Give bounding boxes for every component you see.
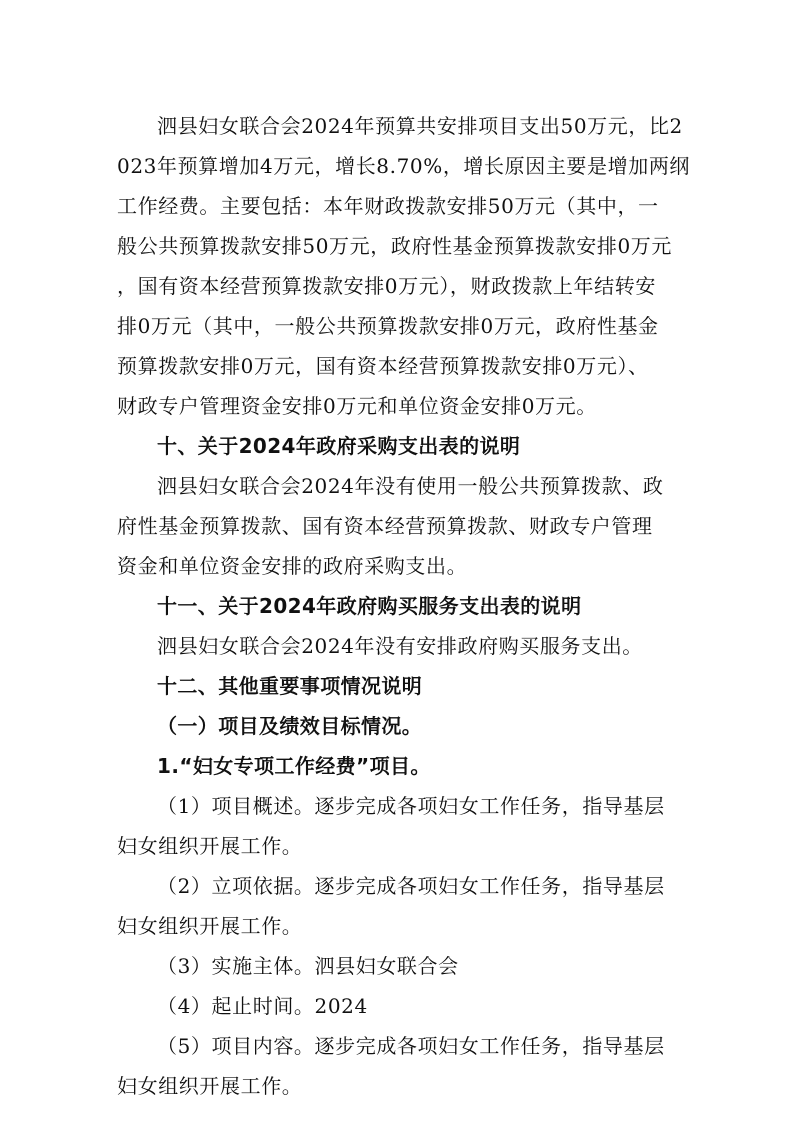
paragraph-line: 泗县妇女联合会2024年预算共安排项目支出50万元，比2 [157, 114, 683, 138]
section-12-heading: 十二、其他重要事项情况说明 [157, 674, 423, 698]
paragraph-line: 资金和单位资金安排的政府采购支出。 [117, 554, 468, 578]
item-line: （3）实施主体。泗县妇女联合会 [157, 954, 459, 978]
project-goals-subheading: （一）项目及绩效目标情况。 [157, 714, 423, 738]
service-purchase-paragraph [117, 626, 687, 666]
paragraph-line: 府性基金预算拨款、国有资本经营预算拨款、财政专户管理 [117, 514, 653, 538]
project-item [117, 786, 687, 866]
paragraph-line: 预算拨款安排0万元，国有资本经营预算拨款安排0万元）、 [117, 354, 649, 378]
section-11-heading: 十一、关于2024年政府购买服务支出表的说明 [157, 594, 582, 618]
item-line: 妇女组织开展工作。 [117, 1074, 303, 1098]
paragraph-line: 泗县妇女联合会2024年没有安排政府购买服务支出。 [157, 634, 643, 658]
item-line: （2）立项依据。逐步完成各项妇女工作任务，指导基层 [157, 874, 665, 898]
paragraph-line: 工作经费。主要包括：本年财政拨款安排50万元（其中，一 [117, 194, 659, 218]
item-line: （1）项目概述。逐步完成各项妇女工作任务，指导基层 [157, 794, 665, 818]
project-item [117, 946, 687, 986]
project-item [117, 866, 687, 946]
budget-paragraph [117, 106, 691, 426]
paragraph-line: ，国有资本经营预算拨款安排0万元），财政拨款上年结转安 [117, 274, 656, 298]
paragraph-line: 排0万元（其中，一般公共预算拨款安排0万元，政府性基金 [117, 314, 659, 338]
project-title: 1.“妇女专项工作经费”项目。 [157, 754, 431, 778]
section-10-heading: 十、关于2024年政府采购支出表的说明 [157, 434, 521, 458]
project-item [117, 986, 687, 1026]
procurement-paragraph [117, 466, 687, 586]
item-line: 妇女组织开展工作。 [117, 834, 303, 858]
document-body [117, 106, 691, 1106]
item-line: 妇女组织开展工作。 [117, 914, 303, 938]
paragraph-line: 财政专户管理资金安排0万元和单位资金安排0万元。 [117, 394, 597, 418]
item-line: （4）起止时间。2024 [157, 994, 368, 1018]
item-line: （5）项目内容。逐步完成各项妇女工作任务，指导基层 [157, 1034, 665, 1058]
project-item [117, 1026, 687, 1106]
paragraph-line: 般公共预算拨款安排50万元，政府性基金预算拨款安排0万元 [117, 234, 672, 258]
paragraph-line: 泗县妇女联合会2024年没有使用一般公共预算拨款、政 [157, 474, 664, 498]
paragraph-line: 023年预算增加4万元，增长8.70%，增长原因主要是增加两纲 [117, 154, 691, 178]
